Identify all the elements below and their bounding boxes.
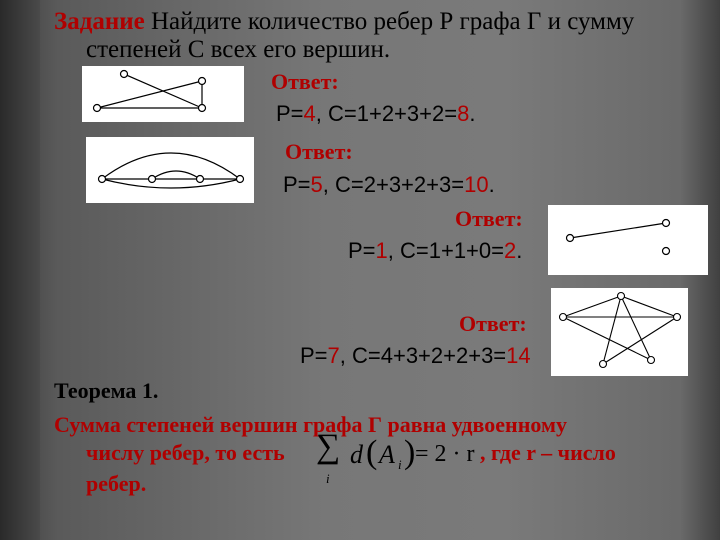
graph-4-vertex [600,361,607,368]
graph-1-vertex [199,105,206,112]
left-border [0,0,40,540]
graph-3 [548,205,708,275]
formula-subscript: i [398,457,402,472]
answer-3-p-value: 1 [375,238,388,263]
task-line-1 [54,9,634,34]
answer-4-text [300,345,549,367]
answer-3-heading: Ответ: [455,206,523,231]
graph-1-image [82,66,244,122]
graph-4-vertex [674,314,681,321]
answer-3-p-label: Р= [348,238,376,263]
theorem-line-1: Сумма степеней вершин графа Г равна удвоенному [54,412,567,437]
graph-1-vertex [121,71,128,78]
answer-2-c-label: , С=2+3+2+3= [322,172,465,197]
task-text-1: Найдите количество ребер Р графа Г и сумму [151,8,635,35]
theorem-title: Теорема 1. [54,378,159,403]
graph-4-edge [563,296,621,317]
answer-2-p-label: Р= [283,172,311,197]
answer-3-suffix: . [516,238,523,263]
task-text-2: степеней С всех его вершин. [86,36,391,63]
graph-4-vertex [560,314,567,321]
answer-1-heading: Ответ: [271,69,339,94]
answer-2-c-value: 10 [464,172,489,197]
graph-4-edge [563,317,651,360]
graph-2-edge [152,171,200,179]
formula-close-paren: ) [404,434,416,471]
theorem-line-3: ребер. [86,471,147,496]
answer-3-c-value: 2 [504,238,517,263]
graph-4 [551,288,688,376]
graph-4-vertex [618,293,625,300]
graph-2 [86,137,254,203]
graph-3-vertex [567,235,574,242]
theorem-line-2-start: числу ребер, то есть [86,440,285,465]
answer-1-p-value: 4 [303,101,316,126]
graph-4-image [551,288,688,376]
graph-1 [82,66,244,122]
answer-4-p-value: 7 [327,345,340,367]
answer-4-c-value: 14 [506,345,531,367]
answer-4-c-label: , С=4+3+2+2+3= [339,345,507,367]
answer-3-c-label: , С=1+1+0= [387,238,504,263]
sum-index: i [326,471,330,486]
graph-3-vertex [663,248,670,255]
formula-open-paren: ( [366,434,378,471]
graph-1-vertex [94,105,101,112]
graph-3-edge [570,223,666,238]
answer-1-suffix: . [469,101,476,126]
answer-3-text [348,240,522,262]
graph-2-vertex [99,176,106,183]
answer-2-suffix: . [488,172,495,197]
task-label: Задание [54,8,145,35]
answer-4-heading: Ответ: [459,311,527,336]
theorem-line-2-end: , где r – число [480,440,616,465]
graph-2-edge [102,153,240,179]
formula-d: d [350,440,363,469]
degree-sum-formula [314,428,474,488]
sum-sign: ∑ [316,428,341,465]
graph-2-image [86,137,254,203]
graph-2-edge [102,179,240,188]
answer-2-p-value: 5 [310,172,323,197]
answer-1-c-label: , С=1+2+3+2= [315,101,458,126]
answer-1-c-value: 8 [457,101,470,126]
answer-1-text [276,103,475,125]
graph-3-image [548,205,708,275]
answer-2-text [283,174,495,196]
graph-2-vertex [237,176,244,183]
formula-rhs: = 2 · r [415,441,475,467]
graph-2-vertex [149,176,156,183]
formula-A: A [379,440,395,469]
graph-1-vertex [199,78,206,85]
graph-4-vertex [648,357,655,364]
answer-2-heading: Ответ: [285,139,353,164]
graph-3-vertex [663,220,670,227]
answer-1-p-label: Р= [276,101,304,126]
answer-4-p-label: Р= [300,345,328,367]
graph-2-vertex [197,176,204,183]
